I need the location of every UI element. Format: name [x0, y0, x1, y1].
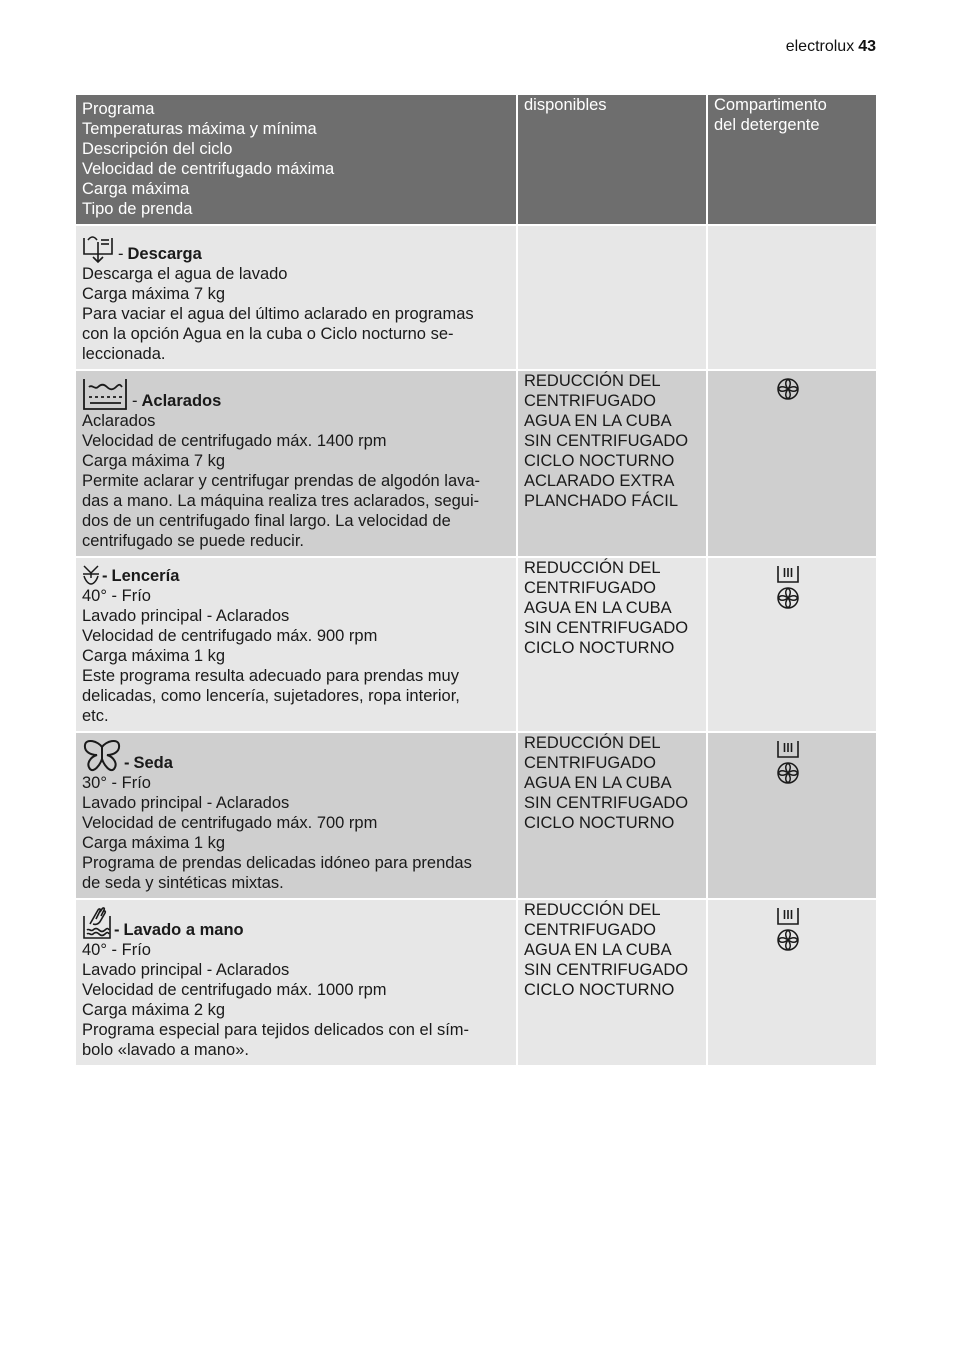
description-line: con la opción Agua en la cuba o Ciclo nocturno se- [82, 325, 454, 343]
title-dash: - [124, 754, 130, 772]
description-line: de seda y sintéticas mixtas. [82, 874, 284, 892]
programme-title-line [82, 906, 510, 940]
header-line: Programa [82, 100, 155, 118]
programme-cell [76, 370, 517, 557]
programme-cell [76, 557, 517, 732]
description-line: Permite aclarar y centrifugar prendas de algodón lava- [82, 472, 481, 490]
description-line: Velocidad de centrifugado máx. 900 rpm [82, 627, 378, 645]
description-line: Velocidad de centrifugado máx. 1400 rpm [82, 432, 387, 450]
main-wash-icon [776, 564, 800, 584]
header-line: del detergente [714, 116, 820, 134]
description-line: Programa especial para tejidos delicados con el sím- [82, 1021, 470, 1039]
description-line: Este programa resulta adecuado para prendas muy [82, 667, 459, 685]
programme-title: Seda [133, 754, 173, 772]
compartment-icons [776, 377, 800, 401]
header-programme [76, 95, 517, 225]
programme-title: Aclarados [141, 392, 222, 410]
description-line: Carga máxima 1 kg [82, 834, 226, 852]
option-line: SIN CENTRIFUGADO [524, 794, 689, 812]
compartment-cell [707, 370, 876, 557]
header-line: Descripción del ciclo [82, 140, 233, 158]
options-cell [517, 899, 707, 1066]
options-cell [517, 225, 707, 370]
description-line: 40° - Frío [82, 587, 151, 605]
programme-title: Lavado a mano [123, 921, 244, 939]
description-line: Aclarados [82, 412, 156, 430]
option-line: SIN CENTRIFUGADO [524, 432, 689, 450]
compartment-cell [707, 732, 876, 899]
option-line: AGUA EN LA CUBA [524, 412, 672, 430]
header-line: Temperaturas máxima y mínima [82, 120, 317, 138]
option-line: CENTRIFUGADO [524, 754, 656, 772]
drain-icon [82, 232, 114, 264]
programme-title: Lencería [111, 567, 180, 585]
programme-title-line [82, 564, 510, 586]
table-row [76, 899, 876, 1066]
description-line: Velocidad de centrifugado máx. 700 rpm [82, 814, 378, 832]
option-line: REDUCCIÓN DEL [524, 734, 661, 752]
option-line: AGUA EN LA CUBA [524, 774, 672, 792]
option-line: CENTRIFUGADO [524, 579, 656, 597]
compartment-cell [707, 557, 876, 732]
title-dash: - [114, 921, 120, 939]
header-line: Carga máxima [82, 180, 190, 198]
option-line: PLANCHADO FÁCIL [524, 492, 679, 510]
description-line: dos de un centrifugado final largo. La velocidad de [82, 512, 451, 530]
description-line: Programa de prendas delicadas idóneo para prendas [82, 854, 472, 872]
option-line: ACLARADO EXTRA [524, 472, 675, 490]
compartment-icons [776, 906, 800, 952]
compartment-icons [776, 564, 800, 610]
rinse-icon [82, 377, 128, 411]
option-line: CICLO NOCTURNO [524, 452, 675, 470]
options-cell [517, 732, 707, 899]
options-cell [517, 557, 707, 732]
description-line: Velocidad de centrifugado máx. 1000 rpm [82, 981, 387, 999]
softener-icon [776, 586, 800, 610]
description-line: Carga máxima 7 kg [82, 452, 226, 470]
programme-cell [76, 732, 517, 899]
lingerie-icon [82, 564, 100, 586]
option-line: CICLO NOCTURNO [524, 639, 675, 657]
description-line: Carga máxima 1 kg [82, 647, 226, 665]
option-line: CENTRIFUGADO [524, 392, 656, 410]
option-line: SIN CENTRIFUGADO [524, 619, 689, 637]
option-line: SIN CENTRIFUGADO [524, 961, 689, 979]
description-line: leccionada. [82, 345, 166, 363]
description-line: Carga máxima 7 kg [82, 285, 226, 303]
header-options: disponibles [517, 95, 707, 225]
programme-cell [76, 225, 517, 370]
header-line: Compartimento [714, 96, 827, 114]
programme-title-line [82, 739, 510, 773]
hand-wash-icon [82, 906, 112, 940]
header-line: Velocidad de centrifugado máxima [82, 160, 335, 178]
option-line: AGUA EN LA CUBA [524, 599, 672, 617]
softener-icon [776, 928, 800, 952]
programme-cell [76, 899, 517, 1066]
option-line: REDUCCIÓN DEL [524, 901, 661, 919]
table-row [76, 557, 876, 732]
description-line: Carga máxima 2 kg [82, 1001, 226, 1019]
description-line: 40° - Frío [82, 941, 151, 959]
header-compartment [707, 95, 876, 225]
main-wash-icon [776, 906, 800, 926]
option-line: REDUCCIÓN DEL [524, 372, 661, 390]
description-line: Para vaciar el agua del último aclarado en programas [82, 305, 474, 323]
compartment-icons [776, 739, 800, 785]
description-line: bolo «lavado a mano». [82, 1041, 249, 1059]
page-header [786, 37, 876, 57]
table-row [76, 370, 876, 557]
programme-title-line [82, 232, 510, 264]
option-line: REDUCCIÓN DEL [524, 559, 661, 577]
title-dash: - [102, 567, 108, 585]
compartment-cell [707, 899, 876, 1066]
programmes-table [76, 95, 876, 1067]
table-row [76, 732, 876, 899]
description-line: etc. [82, 707, 109, 725]
header-line: Tipo de prenda [82, 200, 193, 218]
page-number: 43 [858, 38, 876, 55]
table-header-row [76, 95, 876, 225]
description-line: 30° - Frío [82, 774, 151, 792]
description-line: das a mano. La máquina realiza tres aclarados, segui- [82, 492, 480, 510]
softener-icon [776, 761, 800, 785]
description-line: centrifugado se puede reducir. [82, 532, 304, 550]
brand-name: electrolux [785, 38, 855, 55]
description-line: Descarga el agua de lavado [82, 265, 288, 283]
main-wash-icon [776, 739, 800, 759]
option-line: CICLO NOCTURNO [524, 981, 675, 999]
option-line: CENTRIFUGADO [524, 921, 656, 939]
programme-title-line [82, 377, 510, 411]
description-line: Lavado principal - Aclarados [82, 607, 290, 625]
description-line: Lavado principal - Aclarados [82, 961, 290, 979]
silk-icon [82, 739, 122, 773]
option-line: AGUA EN LA CUBA [524, 941, 672, 959]
softener-icon [776, 377, 800, 401]
description-line: delicadas, como lencería, sujetadores, ropa interior, [82, 687, 460, 705]
options-cell [517, 370, 707, 557]
option-line: CICLO NOCTURNO [524, 814, 675, 832]
title-dash: - [132, 392, 138, 410]
title-dash: - [118, 245, 124, 263]
description-line: Lavado principal - Aclarados [82, 794, 290, 812]
table-row [76, 225, 876, 370]
compartment-cell [707, 225, 876, 370]
programme-title: Descarga [127, 245, 202, 263]
